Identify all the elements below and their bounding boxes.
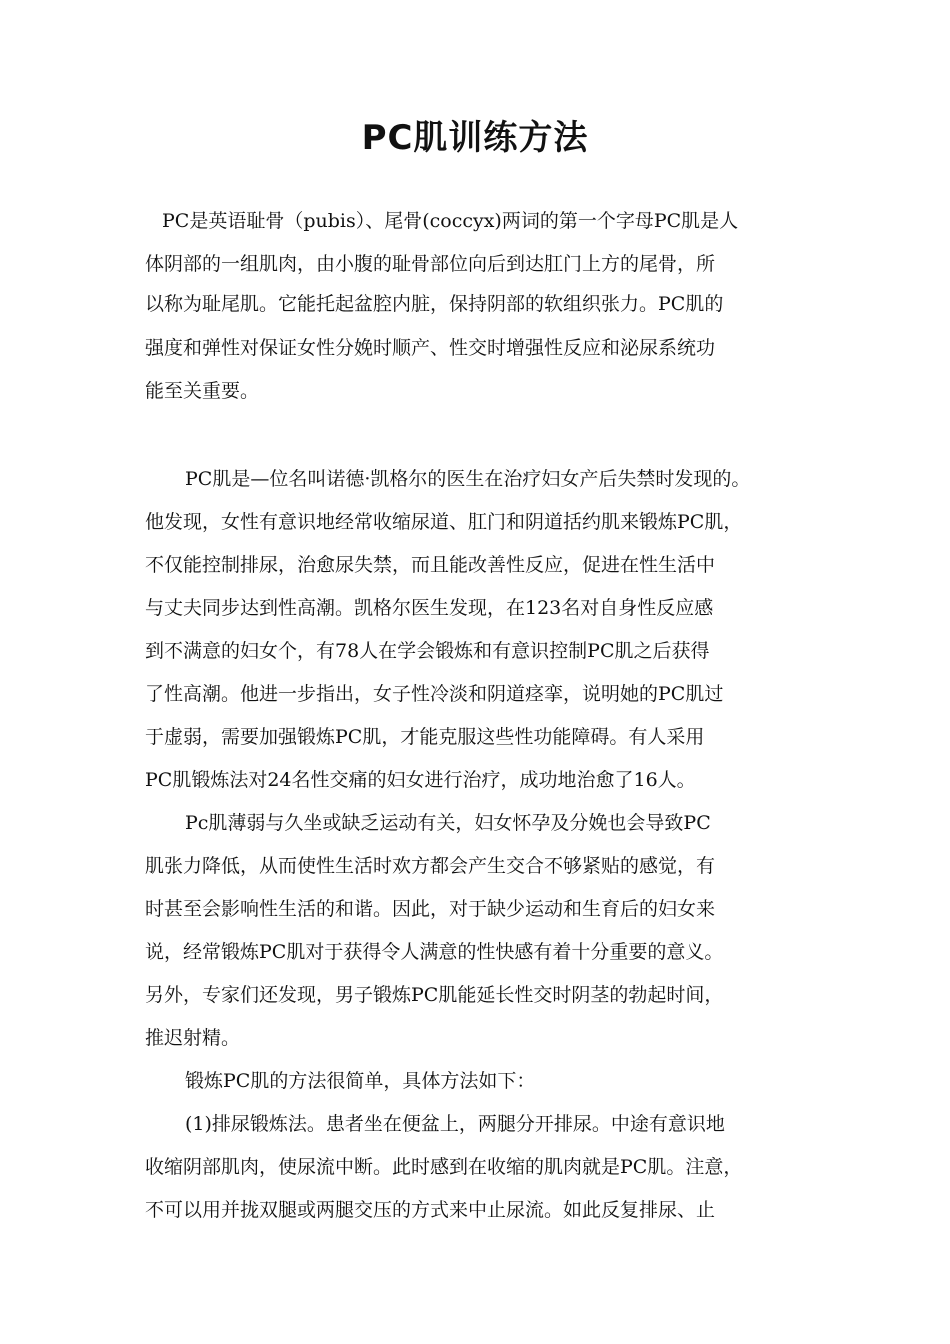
paragraph-line: 锻炼PC肌的方法很简单，具体方法如下：	[185, 1070, 536, 1092]
paragraph-line: (1)排尿锻炼法。患者坐在便盆上，两腿分开排尿。中途有意识地	[185, 1113, 725, 1135]
paragraph-line: PC肌是—位名叫诺德·凯格尔的医生在治疗妇女产后失禁时发现的。	[185, 468, 751, 490]
paragraph-line: 到不满意的妇女个，有78人在学会锻炼和有意识控制PC肌之后获得	[145, 640, 710, 662]
paragraph-line: 于虚弱，需要加强锻炼PC肌，才能克服这些性功能障碍。有人采用	[145, 726, 705, 748]
paragraph-line: 了性高潮。他进一步指出，女子性冷淡和阴道痉挛，说明她的PC肌过	[145, 683, 724, 705]
paragraph-line: 另外，专家们还发现，男子锻炼PC肌能延长性交时阴茎的勃起时间，	[145, 984, 724, 1006]
paragraph-line: 收缩阴部肌肉，使尿流中断。此时感到在收缩的肌肉就是PC肌。注意，	[145, 1156, 743, 1178]
paragraph-line: 能至关重要。	[145, 380, 260, 402]
paragraph-line: 体阴部的一组肌肉，由小腹的耻骨部位向后到达肛门上方的尾骨，所	[145, 253, 716, 275]
paragraph-line: 说，经常锻炼PC肌对于获得令人满意的性快感有着十分重要的意义。	[145, 941, 724, 963]
paragraph-line: 肌张力降低，从而使性生活时欢方都会产生交合不够紧贴的感觉，有	[145, 855, 716, 877]
paragraph-line: PC肌锻炼法对24名性交痛的妇女进行治疗，成功地治愈了16人。	[145, 769, 696, 791]
paragraph-line: 与丈夫同步达到性高潮。凯格尔医生发现，在123名对自身性反应感	[145, 597, 714, 619]
paragraph-line: PC是英语耻骨（pubis）、尾骨(coccyx)两词的第一个字母PC肌是人	[162, 210, 739, 232]
paragraph-line: 时甚至会影响性生活的和谐。因此，对于缺少运动和生育后的妇女来	[145, 898, 716, 920]
paragraph-line: 以称为耻尾肌。它能托起盆腔内脏，保持阴部的软组织张力。PC肌的	[145, 293, 724, 315]
paragraph-line: 不可以用并拢双腿或两腿交压的方式来中止尿流。如此反复排尿、止	[145, 1199, 716, 1221]
paragraph-line: 推迟射精。	[145, 1027, 241, 1049]
paragraph-line: 强度和弹性对保证女性分娩时顺产、性交时增强性反应和泌尿系统功	[145, 337, 716, 359]
document-title: PC肌训练方法	[361, 118, 589, 158]
paragraph-line: 他发现，女性有意识地经常收缩尿道、肛门和阴道括约肌来锻炼PC肌，	[145, 511, 743, 533]
paragraph-line: Pc肌薄弱与久坐或缺乏运动有关，妇女怀孕及分娩也会导致PC	[185, 812, 711, 834]
paragraph-line: 不仅能控制排尿，治愈尿失禁，而且能改善性反应，促进在性生活中	[145, 554, 716, 576]
